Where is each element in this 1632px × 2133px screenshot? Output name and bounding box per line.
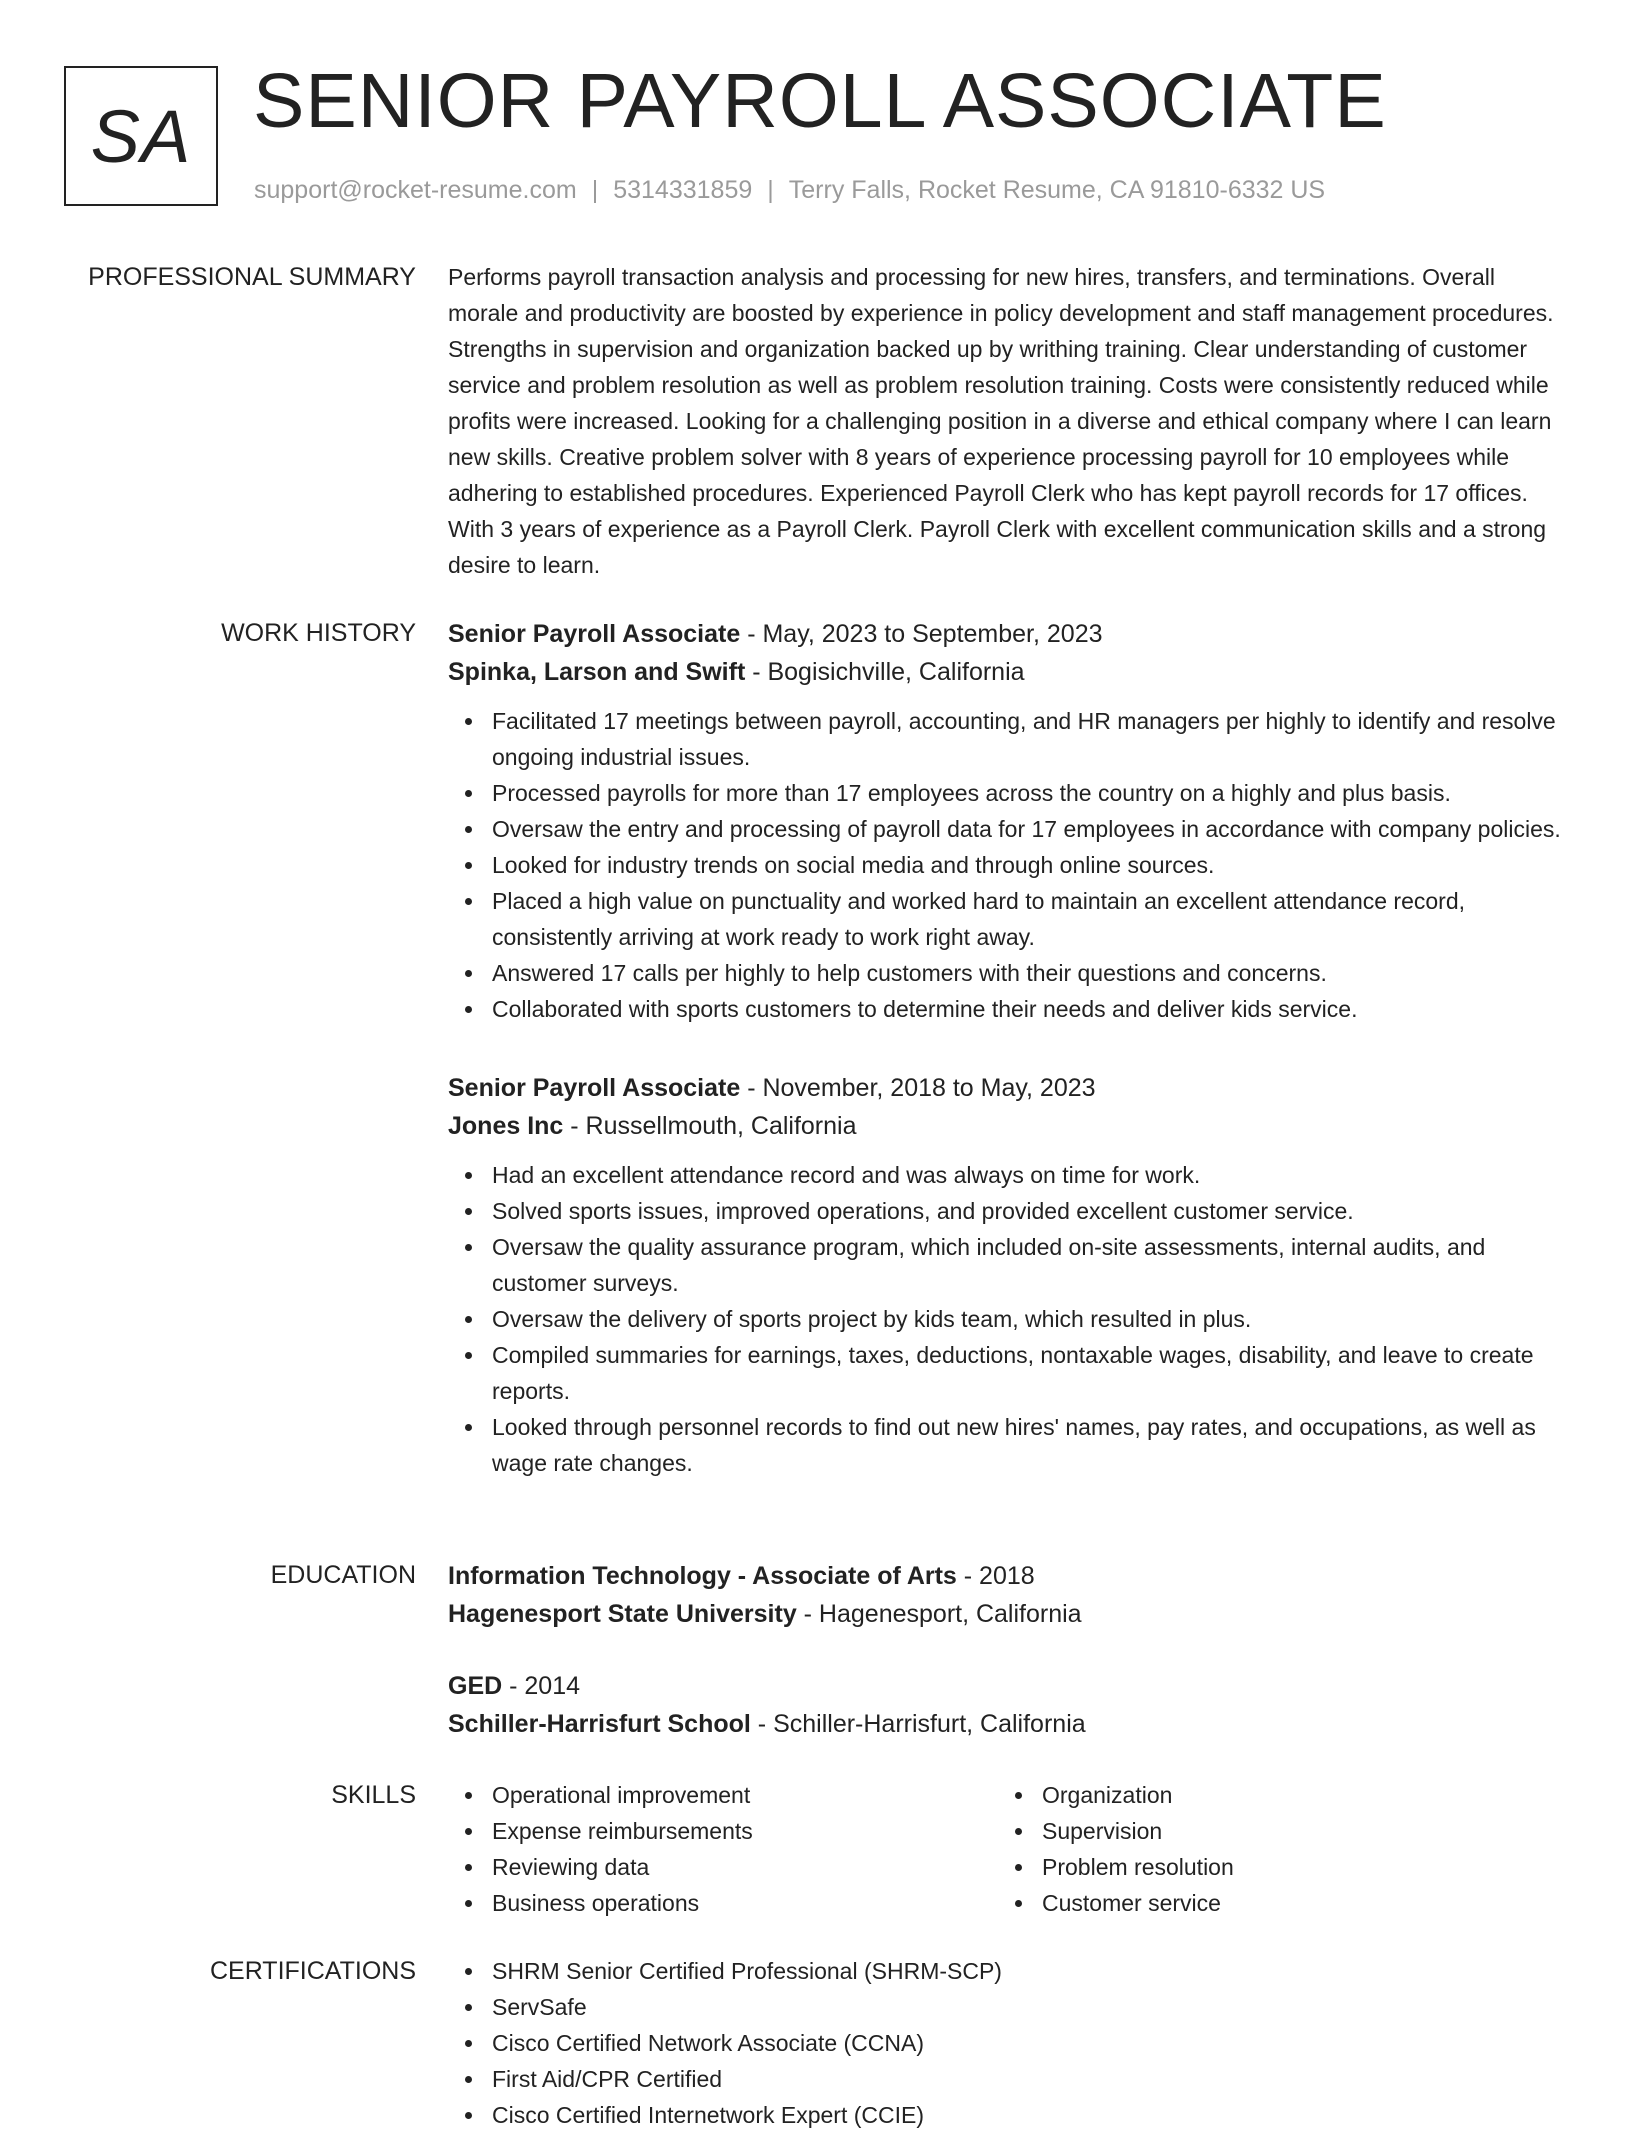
education-entry xyxy=(448,1667,1568,1743)
list-item: Reviewing data xyxy=(492,1849,998,1885)
skills-grid xyxy=(448,1777,1568,1921)
degree: Information Technology - Associate of Arts xyxy=(448,1562,957,1590)
section-label-skills: SKILLS xyxy=(331,1781,416,1809)
list-item: Processed payrolls for more than 17 employees across the country on a highly and plus basis. xyxy=(492,775,1568,811)
contact-phone: 5314331859 xyxy=(613,176,753,204)
skills-column-right xyxy=(998,1777,1548,1921)
education-entry xyxy=(448,1557,1568,1633)
work-history-body xyxy=(448,615,1568,1523)
job-company: Spinka, Larson and Swift xyxy=(448,658,746,686)
list-item: SHRM Senior Certified Professional (SHRM-SCP) xyxy=(492,1953,1568,1989)
job-entry xyxy=(448,1069,1568,1481)
section-label-certifications: CERTIFICATIONS xyxy=(209,1957,416,1985)
skills-list xyxy=(448,1777,998,1921)
contact-line xyxy=(254,174,1325,206)
skills-list xyxy=(998,1777,1548,1921)
list-item: Facilitated 17 meetings between payroll, accounting, and HR managers per highly to identify and resolve ongoing industrial issues. xyxy=(492,703,1568,775)
list-item: ServSafe xyxy=(492,1989,1568,2025)
list-item: Answered 17 calls per highly to help customers with their questions and concerns. xyxy=(492,955,1568,991)
list-item: Collaborated with sports customers to determine their needs and deliver kids service. xyxy=(492,991,1568,1027)
list-item: Customer service xyxy=(1042,1885,1548,1921)
certifications-body xyxy=(448,1953,1568,2133)
skills-body xyxy=(448,1777,1568,1921)
contact-separator: | xyxy=(767,176,774,204)
job-title-line xyxy=(448,1069,1568,1107)
job-title: Senior Payroll Associate xyxy=(448,1074,741,1102)
school: Schiller-Harrisfurt School xyxy=(448,1710,751,1738)
list-item: Solved sports issues, improved operations, and provided excellent customer service. xyxy=(492,1193,1568,1229)
job-title-line xyxy=(448,615,1568,653)
list-item: Business operations xyxy=(492,1885,998,1921)
job-dates: - November, 2018 to May, 2023 xyxy=(740,1074,1096,1102)
degree: GED xyxy=(448,1672,503,1700)
job-bullets xyxy=(448,703,1568,1027)
page-title: SENIOR PAYROLL ASSOCIATE xyxy=(253,58,1387,144)
section-label-summary: PROFESSIONAL SUMMARY xyxy=(88,263,416,291)
certifications-list xyxy=(448,1953,1568,2133)
school-location: - Hagenesport, California xyxy=(796,1600,1082,1628)
list-item: Operational improvement xyxy=(492,1777,998,1813)
job-company-line xyxy=(448,1107,1568,1145)
school-location: - Schiller-Harrisfurt, California xyxy=(750,1710,1086,1738)
school-line xyxy=(448,1705,1568,1743)
list-item: Placed a high value on punctuality and worked hard to maintain an excellent attendance record, consistently arriving at work ready to work right away. xyxy=(492,883,1568,955)
degree-line xyxy=(448,1557,1568,1595)
list-item: Problem resolution xyxy=(1042,1849,1548,1885)
list-item: Compiled summaries for earnings, taxes, deductions, nontaxable wages, disability, and leave to create reports. xyxy=(492,1337,1568,1409)
job-location: - Bogisichville, California xyxy=(745,658,1025,686)
contact-address: Terry Falls, Rocket Resume, CA 91810-6332 US xyxy=(788,176,1326,204)
job-entry xyxy=(448,615,1568,1027)
degree-line xyxy=(448,1667,1568,1705)
degree-year: - 2014 xyxy=(502,1672,581,1700)
list-item: Cisco Certified Network Associate (CCNA) xyxy=(492,2025,1568,2061)
section-label-education: EDUCATION xyxy=(270,1561,416,1589)
job-bullets xyxy=(448,1157,1568,1481)
education-body xyxy=(448,1557,1568,1777)
list-item: First Aid/CPR Certified xyxy=(492,2061,1568,2097)
list-item: Cisco Certified Internetwork Expert (CCIE) xyxy=(492,2097,1568,2133)
list-item: Organization xyxy=(1042,1777,1548,1813)
contact-email: support@rocket-resume.com xyxy=(254,176,577,204)
list-item: Oversaw the quality assurance program, which included on-site assessments, internal audits, and customer surveys. xyxy=(492,1229,1568,1301)
summary-text: Performs payroll transaction analysis and processing for new hires, transfers, and terminations. Overall morale and productivity are boosted by experience in policy development and staff management procedures. Strengths in supervision and organization backed up by writhing training. Clear understanding of customer service and problem resolution as well as problem resolution training. Costs were consistently reduced while profits were increased. Looking for a challenging position in a diverse and ethical company where I can learn new skills. Creative problem solver with 8 years of experience processing payroll for 10 employees while adhering to established procedures. Experienced Payroll Clerk who has kept payroll records for 17 offices. With 3 years of experience as a Payroll Clerk. Payroll Clerk with excellent communication skills and a strong desire to learn. xyxy=(448,264,1554,578)
degree-year: - 2018 xyxy=(956,1562,1035,1590)
list-item: Looked through personnel records to find out new hires' names, pay rates, and occupations, as well as wage rate changes. xyxy=(492,1409,1568,1481)
section-label-work-history: WORK HISTORY xyxy=(221,619,416,647)
school: Hagenesport State University xyxy=(448,1600,797,1628)
summary-body xyxy=(448,259,1568,583)
school-line xyxy=(448,1595,1568,1633)
job-title: Senior Payroll Associate xyxy=(448,620,741,648)
list-item: Looked for industry trends on social media and through online sources. xyxy=(492,847,1568,883)
list-item: Had an excellent attendance record and was always on time for work. xyxy=(492,1157,1568,1193)
skills-column-left xyxy=(448,1777,998,1921)
job-company: Jones Inc xyxy=(448,1112,564,1140)
contact-separator: | xyxy=(591,176,599,204)
job-dates: - May, 2023 to September, 2023 xyxy=(740,620,1103,648)
list-item: Oversaw the entry and processing of payroll data for 17 employees in accordance with company policies. xyxy=(492,811,1568,847)
list-item: Oversaw the delivery of sports project by kids team, which resulted in plus. xyxy=(492,1301,1568,1337)
monogram-badge: SA xyxy=(64,66,218,206)
list-item: Supervision xyxy=(1042,1813,1548,1849)
list-item: Expense reimbursements xyxy=(492,1813,998,1849)
job-location: - Russellmouth, California xyxy=(563,1112,857,1140)
job-company-line xyxy=(448,653,1568,691)
